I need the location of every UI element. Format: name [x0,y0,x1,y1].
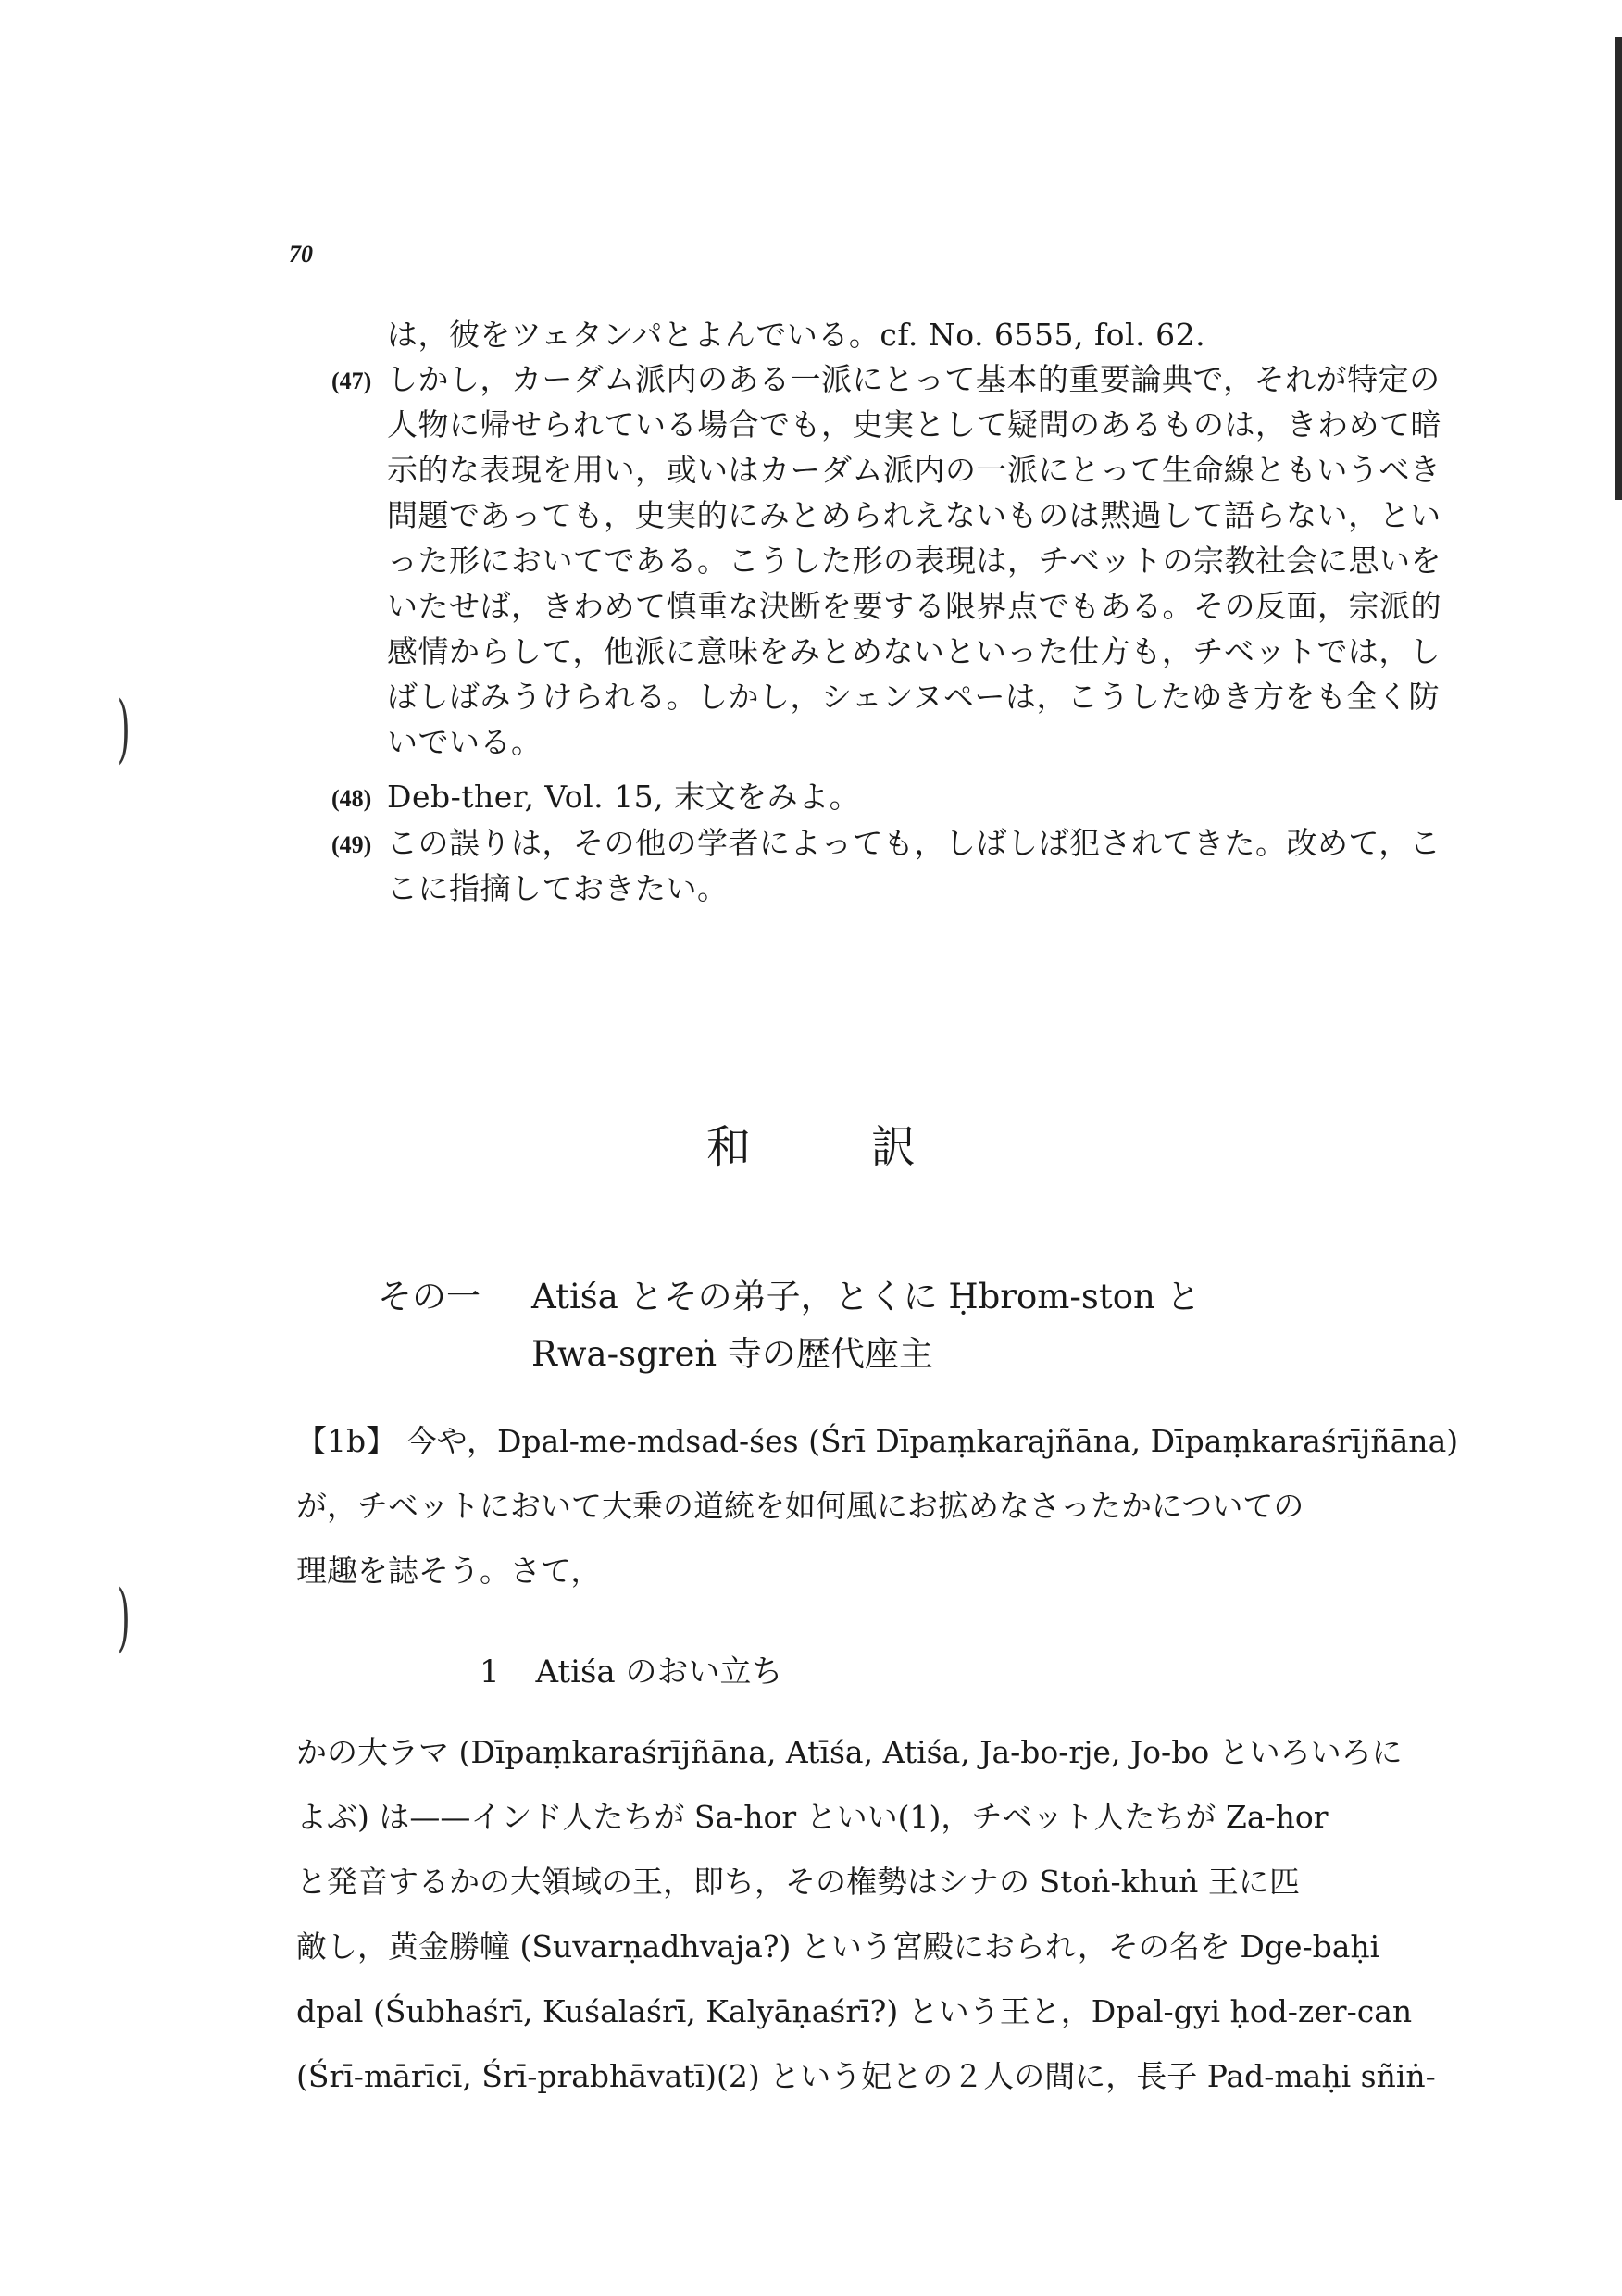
note-line: 問題であっても，史実的にみとめられえないものは黙過して語らない，とい [387,497,1441,533]
note-line: しかし，カーダム派内のある一派にとって基本的重要論典で，それが特定の [387,361,1441,397]
subsection-number: その一 [378,1277,480,1316]
note-line: 感情からして，他派に意味をみとめないといった仕方も，チベットでは，し [387,633,1441,669]
item-number: 1 [480,1653,500,1691]
section-heading: 和訳 [705,1121,1036,1173]
scan-bracket-mark: ) [117,1574,131,1660]
note-number: (49) [331,831,372,858]
note-line: この誤りは，その他の学者によっても，しばしば犯されてきた。改めて，こ [387,825,1441,861]
note-line: は，彼をツェタンパとよんでいる。cf. No. 6555, fol. 62. [387,317,1206,353]
subsection-title: Atiśa とその弟子，とくに Ḥbrom-ston と [531,1277,1201,1316]
item-heading [480,1646,782,1691]
intro-line: が，チベットにおいて大乗の道統を如何風にお拡めなさったかについての [296,1488,1304,1524]
note-line: Deb-ther, Vol. 15, 末文をみよ。 [387,779,861,815]
body-line: 敵し，黄金勝幢 (Suvarṇadhvaja?) という宮殿におられ，その名を Dge-baḥi [296,1928,1380,1965]
body-line: よぶ) は——インド人たちが Sa-hor といい(1)，チベット人たちが Za-hor [296,1799,1329,1835]
note-line: いたせば，きわめて慎重な決断を要する限界点でもある。その反面，宗派的 [387,588,1441,624]
note-line: 示的な表現を用い，或いはカーダム派内の一派にとって生命線ともいうべき [387,452,1441,488]
note-line: ばしばみうけられる。しかし，シェンヌペーは，こうしたゆき方をも全く防 [387,679,1441,715]
intro-line: 理趣を誌そう。さて， [296,1553,602,1589]
note-line: 人物に帰せられている場合でも，史実として疑問のあるものは，きわめて暗 [387,406,1441,443]
note-line: こに指摘しておきたい。 [387,870,729,906]
body-line: と発音するかの大領域の王，即ち，その権勢はシナの Stoṅ-khuṅ 王に匹 [296,1864,1300,1900]
scan-edge-bar [1615,37,1622,500]
intro-line: 【1b】 今や，Dpal-me-mdsad-śes (Śrī Dīpaṃkarajñāna, Dīpaṃkaraśrījñāna) [296,1423,1459,1459]
subsection-title: Rwa-sgreṅ 寺の歴代座主 [531,1334,933,1374]
note-line: いでいる。 [387,724,543,760]
page-number: 70 [289,241,313,268]
note-line: った形においてである。こうした形の表現は，チベットの宗教社会に思いを [387,543,1441,579]
item-title: Atiśa のおい立ち [535,1653,783,1691]
body-line: かの大ラマ (Dīpaṃkaraśrījñāna, Atīśa, Atiśa, Ja-bo-rje, Jo-bo といろいろに [296,1734,1403,1770]
note-number: (48) [331,785,372,812]
note-number: (47) [331,368,372,394]
body-line: (Śrī-mārīcī, Śrī-prabhāvatī)(2) という妃との２人の間に，長子 Pad-maḥi sñiṅ- [296,2058,1436,2094]
scan-bracket-mark: ) [117,685,131,771]
body-line: dpal (Śubhaśrī, Kuśalaśrī, Kalyāṇaśrī?) という王と，Dpal-gyi ḥod-zer-can [296,1993,1413,2029]
